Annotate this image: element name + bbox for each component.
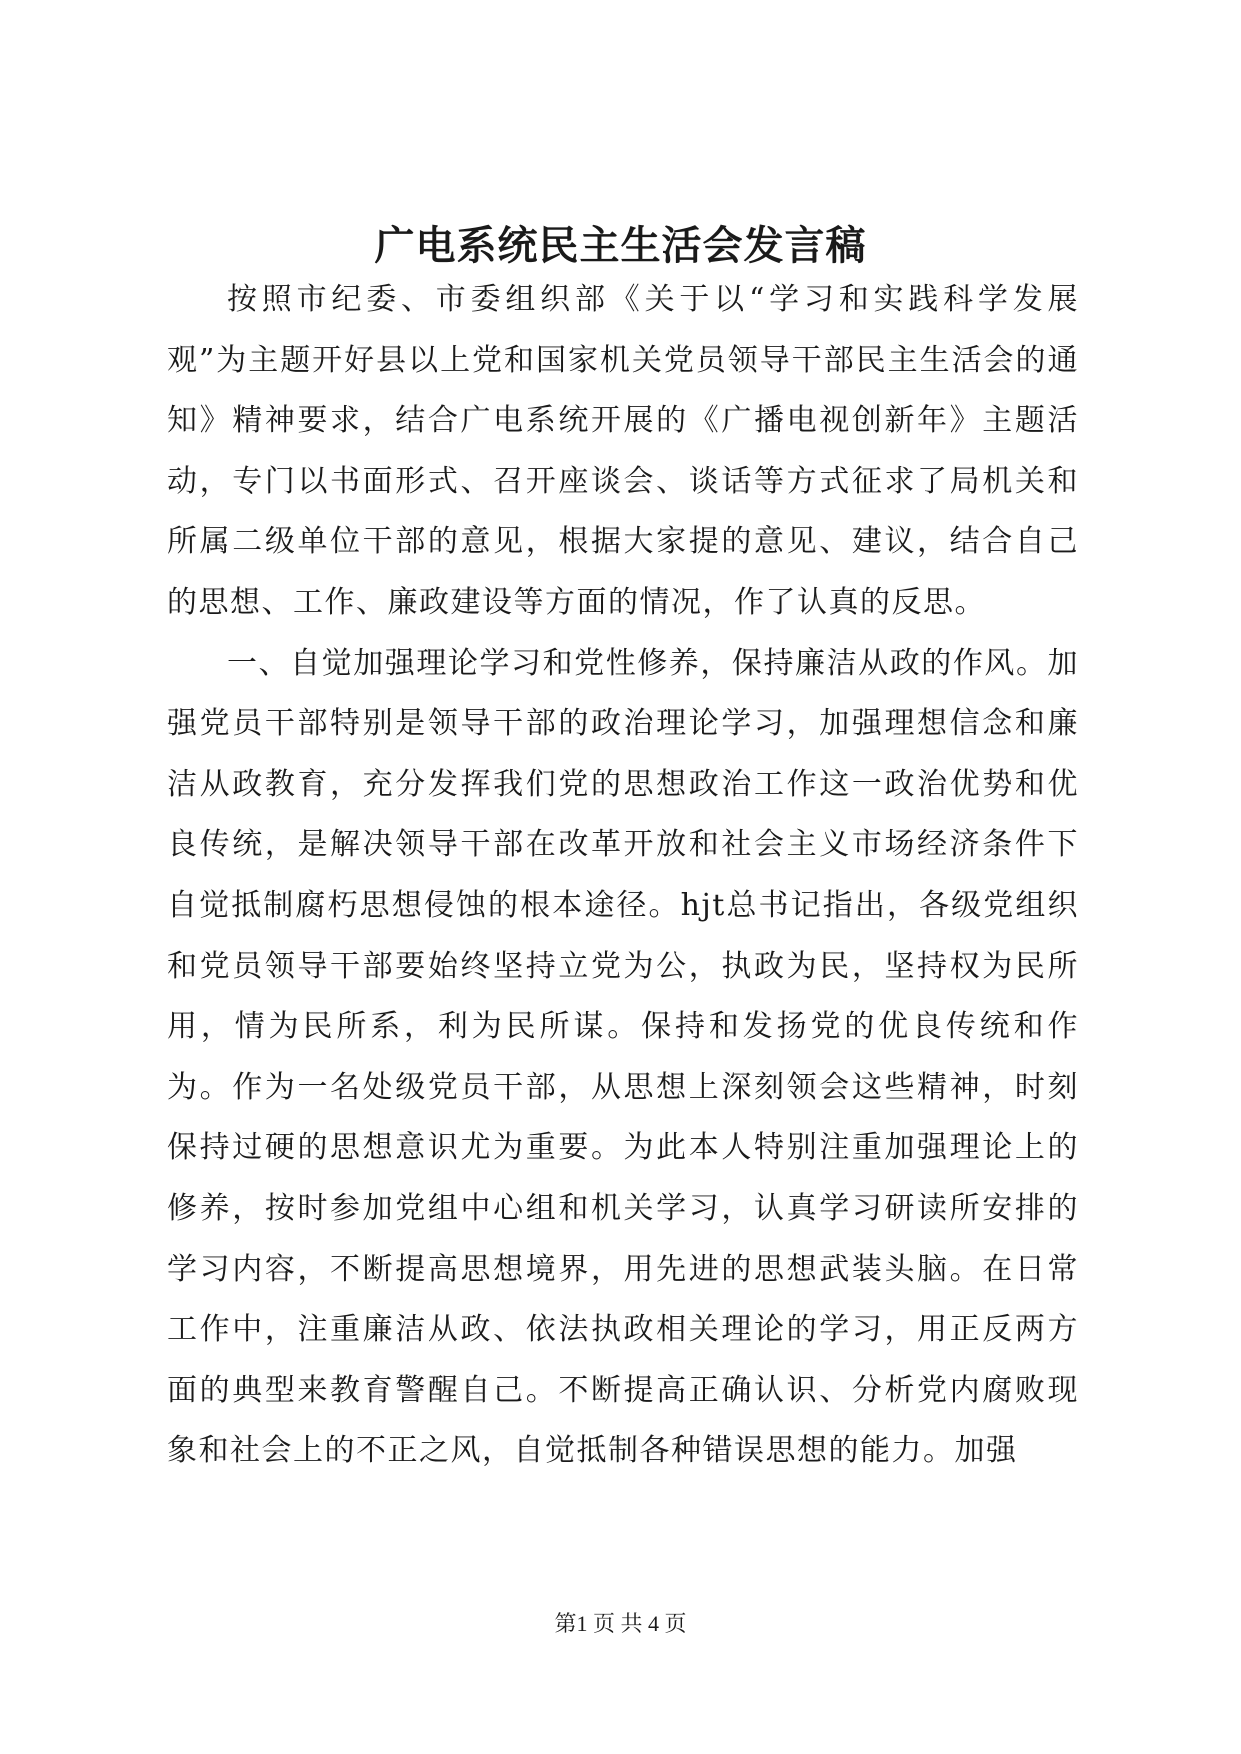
page-number-suffix: 页: [664, 1611, 687, 1636]
page-number-current: 1: [576, 1611, 588, 1636]
page-number-prefix: 第: [554, 1611, 577, 1636]
page-number-mid: 页 共: [592, 1611, 643, 1636]
page-number-total: 4: [648, 1611, 659, 1636]
document-body: [167, 270, 1079, 1482]
paragraph-intro: 按照市纪委、市委组织部《关于以“学习和实践科学发展观”为主题开好县以上党和国家机关党员领导干部民主生活会的通知》精神要求，结合广电系统开展的《广播电视创新年》主题活动，专门以书面形式、召开座谈会、谈话等方式征求了局机关和所属二级单位干部的意见，根据大家提的意见、建议，结合自己的思想、工作、廉政建设等方面的情况，作了认真的反思。: [167, 282, 1079, 620]
paragraph-section-one: 一、自觉加强理论学习和党性修养，保持廉洁从政的作风。加强党员干部特别是领导干部的政治理论学习，加强理想信念和廉洁从政教育，充分发挥我们党的思想政治工作这一政治优势和优良传统，是解决领导干部在改革开放和社会主义市场经济条件下自觉抵制腐朽思想侵蚀的根本途径。hjt总书记指出，各级党组织和党员领导干部要始终坚持立党为公，执政为民，坚持权为民所用，情为民所系，利为民所谋。保持和发扬党的优良传统和作为。作为一名处级党员干部，从思想上深刻领会这些精神，时刻保持过硬的思想意识尤为重要。为此本人特别注重加强理论上的修养，按时参加党组中心组和机关学习，认真学习研读所安排的学习内容，不断提高思想境界，用先进的思想武装头脑。在日常工作中，注重廉洁从政、依法执政相关理论的学习，用正反两方面的典型来教育警醒自己。不断提高正确认识、分析党内腐败现象和社会上的不正之风，自觉抵制各种错误思想的能力。加强: [167, 645, 1079, 1469]
page-footer: [0, 1611, 1241, 1637]
document-title: 广电系统民主生活会发言稿: [374, 222, 867, 269]
